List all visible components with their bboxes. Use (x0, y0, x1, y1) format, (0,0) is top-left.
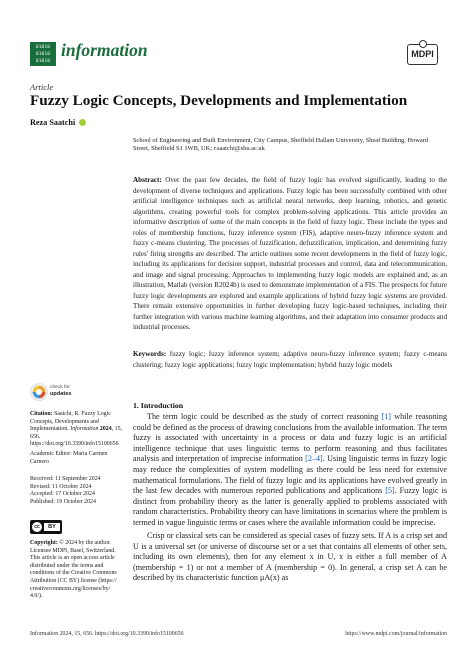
p1-text-b: while reasoning could be defined as the process of drawing conclusions from the available information. The term fuzzy is associated with uncertainty in a process or data and fuzzy logic is an artificial intelligence technique that uses linguistic terms to perform reasoning and thus facilitates analysis and interpretation of imprecise information (133, 412, 447, 464)
keywords-text: fuzzy logic; fuzzy inference system; adaptive neuro-fuzzy inference system; fuzzy c-means clustering; fuzzy logic applications; fuzzy logic implementation; hybrid fuzzy logic models (133, 350, 447, 369)
citation-year: 2024 (99, 426, 112, 433)
author-name[interactable]: Reza Saatchi (30, 118, 76, 127)
journal-name[interactable]: information (61, 40, 148, 60)
check-updates-icon (30, 383, 48, 401)
updates-line2: updates (50, 391, 72, 397)
author-line (30, 118, 86, 127)
section-heading-introduction: 1. Introduction (133, 401, 184, 410)
orcid-icon[interactable] (79, 119, 86, 126)
citation-label: Citation: (30, 411, 53, 417)
accepted-date: Accepted: 17 October 2024 (30, 491, 95, 498)
by-badge: BY (44, 523, 60, 531)
updates-line1: check for (50, 385, 70, 390)
logo-bits-line: 01010 (35, 58, 51, 64)
p1-text-d: . Fuzzy logic is distinct from probability theory as the latter is generally applied to problems associated with random characteristics. Probability theory can have limitations in scenarios where the problem is termed in vague linguistic terms or cases where the available information could be imprecise. (133, 486, 447, 527)
citation-text: Saatchi, R. Fuzzy Logic Concepts, Developments and Implementation. (30, 411, 111, 433)
journal-logo-icon (30, 42, 56, 66)
abstract (133, 175, 447, 333)
keywords-label: Keywords: (133, 350, 167, 358)
p1-text-c: . Using linguistic terms in fuzzy logic may reduce the complexities of system modelling as there could be less need for extensive mathematical formulations. The field of fuzzy logic and its applications have evolved greatly in the last few decades with numerous reported publications and applications (133, 454, 448, 496)
abstract-label: Abstract: (133, 176, 162, 184)
copyright-text: © 2024 by the author. Licensee MDPI, Basel, Switzerland. This article is an open access article distributed under the terms and conditions of the Creative Commons Attribution (CC BY) license (https:// creativecommons.org/licenses/by/ 4.0/). (30, 540, 117, 600)
article-type: Article (30, 82, 54, 92)
copyright-block (30, 540, 122, 601)
reference-link[interactable]: [1] (381, 412, 391, 421)
received-date: Received: 11 September 2024 (30, 476, 101, 482)
intro-paragraph-2: Crisp or classical sets can be considered as special cases of fuzzy sets. If A is a crisp set and U is a universal set (or universe of discourse set or a set that contains all elements of other sets, including its own elements), then for any element x in U, x is either a full member of A (membership = 1) or not a member of A (membership = 0). In general, a crisp set A can be described by its characteristic function μA(x) as (133, 531, 447, 583)
cc-badge: cc (32, 522, 42, 532)
published-date: Published: 19 October 2024 (30, 498, 96, 505)
reference-link[interactable]: [2–4] (305, 454, 323, 464)
footer-journal-url[interactable]: https://www.mdpi.com/journal/information (345, 631, 447, 637)
logo-bits-line: 01010 (35, 44, 51, 50)
footer-citation[interactable]: Information 2024, 15, 656. https://doi.org/10.3390/info15100656 (30, 631, 184, 637)
citation-tail[interactable]: , 15, 656. https://doi.org/10.3390/info15100656 (30, 426, 122, 448)
cc-by-license-icon[interactable] (30, 520, 62, 534)
logo-bits-line: 01010 (35, 51, 51, 57)
keywords (133, 349, 447, 370)
copyright-label: Copyright: (30, 540, 58, 546)
citation-block (30, 411, 122, 449)
revised-date: Revised: 11 October 2024 (30, 483, 92, 490)
mdpi-logo[interactable]: MDPI (407, 44, 438, 65)
intro-paragraph-1 (133, 412, 447, 529)
academic-editor: Academic Editor: Maria Carmen Carnero (30, 451, 108, 465)
p1-text-a: The term logic could be described as the study of correct reasoning (147, 412, 382, 421)
dates-block (30, 476, 122, 506)
affiliation: School of Engineering and Built Environment, City Campus, Sheffield Hallam University, Sheaf Building, Howard Street, Sheffield S1 1WB, UK; r.saatchi@shu.ac.uk (133, 137, 428, 153)
reference-link[interactable]: [5] (385, 486, 395, 496)
citation-journal: Information (70, 426, 99, 433)
article-title: Fuzzy Logic Concepts, Developments and Implementation (30, 92, 408, 109)
abstract-text: Over the past few decades, the field of fuzzy logic has evolved significantly, leading to the development of diverse techniques and applications. Fuzzy logic has been successfully combined with other artificial intelligence techniques such as artificial neural networks, deep learning, robotics, and genetic algorithms, creating powerful tools for complex problem-solving applications. This article provides an informative description of some of the main concepts in the field of fuzzy logic. These include the types and roles of membership functions, fuzzy inference system (FIS), adaptive neuro-fuzzy inference system and fuzzy c-means clustering. The processes of fuzzification, defuzzification, implication, and determining fuzzy rules' firing strengths are described. The article outlines some recent developments in the field of fuzzy logic, including its applications for decision support, industrial processes and control, data and telecommunication, and image and signal processing. Approaches to implementing fuzzy logic models are explained and, as an illustration, Matlab (version R2024b) is used to demonstrate implementation of a FIS. The prospects for future fuzzy logic developments are explored and example applications of hybrid fuzzy logic systems are provided. There remain extensive opportunities in further developing fuzzy logic-based techniques, including their further integration with various machine learning algorithms, and their adaptation into consumer products and industrial processes. (133, 176, 447, 331)
